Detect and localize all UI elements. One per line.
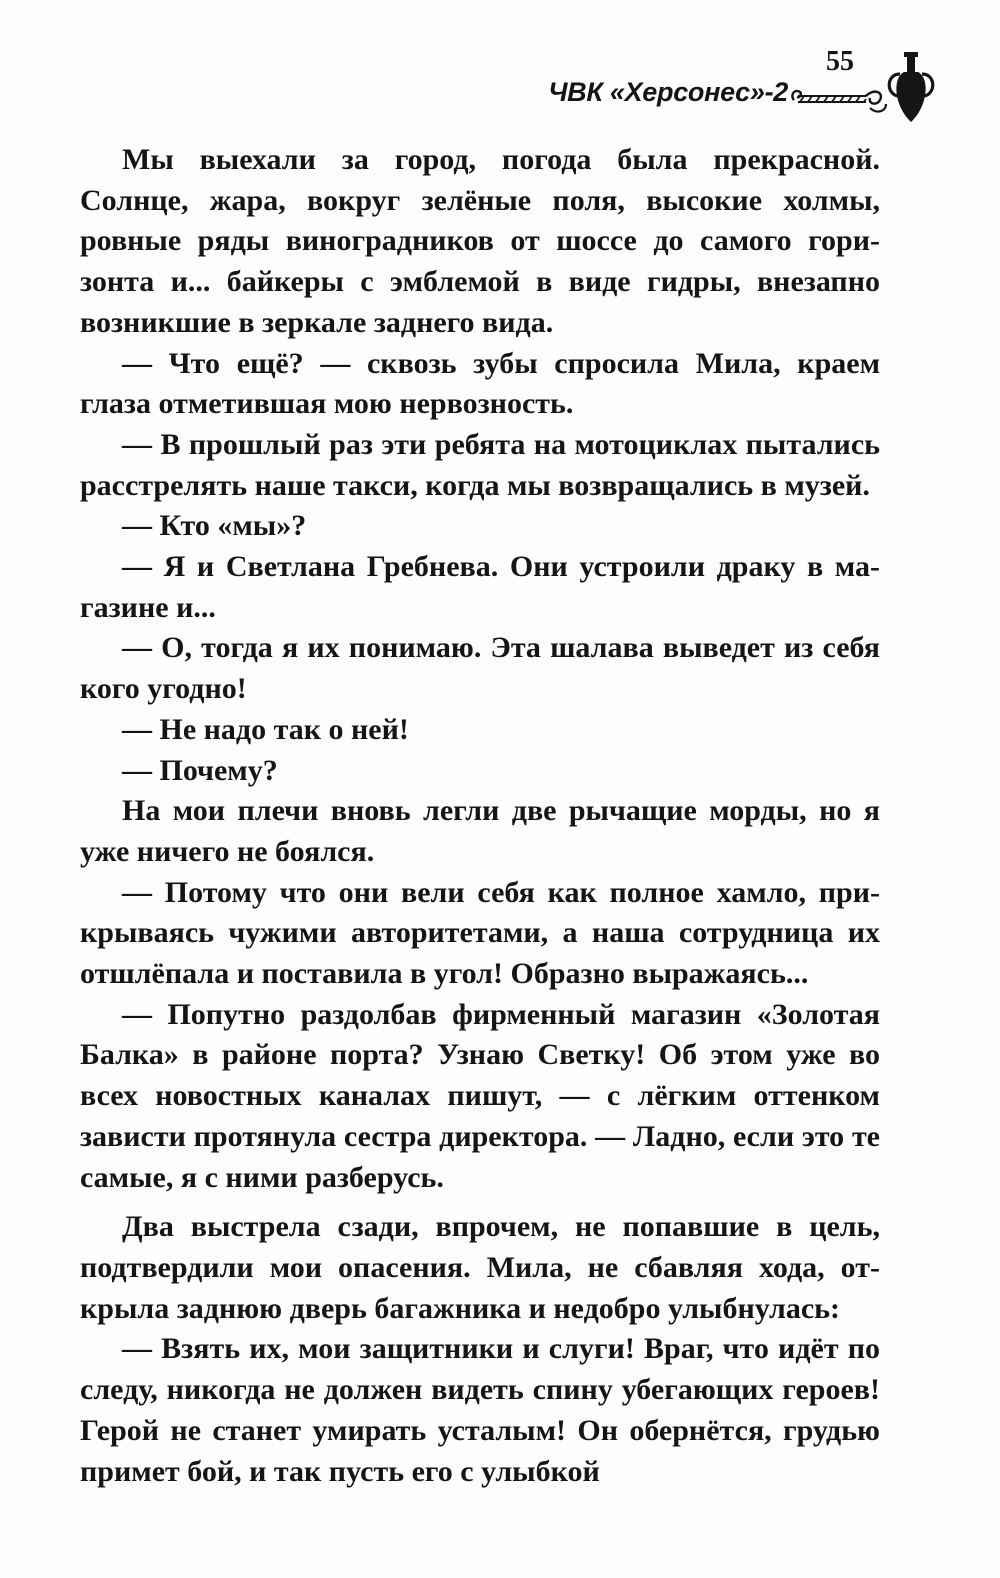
paragraph: — Кто «мы»? — [122, 509, 307, 543]
paragraph: — Что ещё? — сквозь зубы спросила Мила, краем глаза отметившая мою нервозность. — [80, 346, 880, 421]
running-head — [548, 44, 938, 124]
paragraph: — Не надо так о ней! — [122, 712, 409, 746]
paragraph: — Взять их, мои защитники и слуги! Враг, что идёт по следу, никогда не должен видеть спину убегающих героев! Герой не станет умирать усталым! Он обернётся, грудью примет бой, и так пусть его с улыбкой — [80, 1332, 880, 1488]
paragraph: — О, тогда я их понимаю. Эта шалава выведет из себя кого угодно! — [80, 631, 880, 706]
paragraph: Мы выехали за город, погода была прекрасной. Солнце, жара, вокруг зелёные поля, высокие холмы, ровные ряды виноградников от шоссе до самого горизонта и... байкеры с эмблемой в виде гидры, внезапно возникшие в зеркале заднего вида. — [80, 143, 880, 339]
paragraph: На мои плечи вновь легли две рычащие морды, но я уже ничего не боялся. — [80, 794, 880, 868]
page-ornament — [788, 44, 938, 124]
paragraph: — Я и Светлана Гребнева. Они устроили драку в магазине и... — [80, 550, 880, 624]
paragraph: — Почему? — [122, 753, 278, 787]
running-title: ЧВК «Херсонес»-2 — [548, 77, 788, 107]
paragraph: — Попутно раздолбав фирменный магазин «Золотая Балка» в районе порта? Узнаю Светку! Об этом уже во всех новостных каналах пишут, — с лёгким оттенком зависти протянула сестра директора. — Ладно, если это те самые, я с ними разберусь. — [80, 997, 880, 1194]
paragraph: Два выстрела сзади, впрочем, не попавшие в цель, подтвердили мои опасения. Мила, не сбавляя хода, открыла заднюю дверь багажника и недобро улыбнулась: — [80, 1210, 880, 1325]
page-number: 55 — [826, 46, 854, 77]
paragraph: — В прошлый раз эти ребята на мотоциклах пытались расстрелять наше такси, когда мы возвращались в музей. — [80, 427, 880, 502]
paragraph: — Потому что они вели себя как полное хамло, прикрываясь чужими авторитетами, а наша сотрудница их отшлёпала и поставила в угол! Образно выражаясь... — [80, 875, 880, 991]
body-text — [80, 140, 880, 1492]
amphora-ornament-icon — [788, 44, 938, 124]
